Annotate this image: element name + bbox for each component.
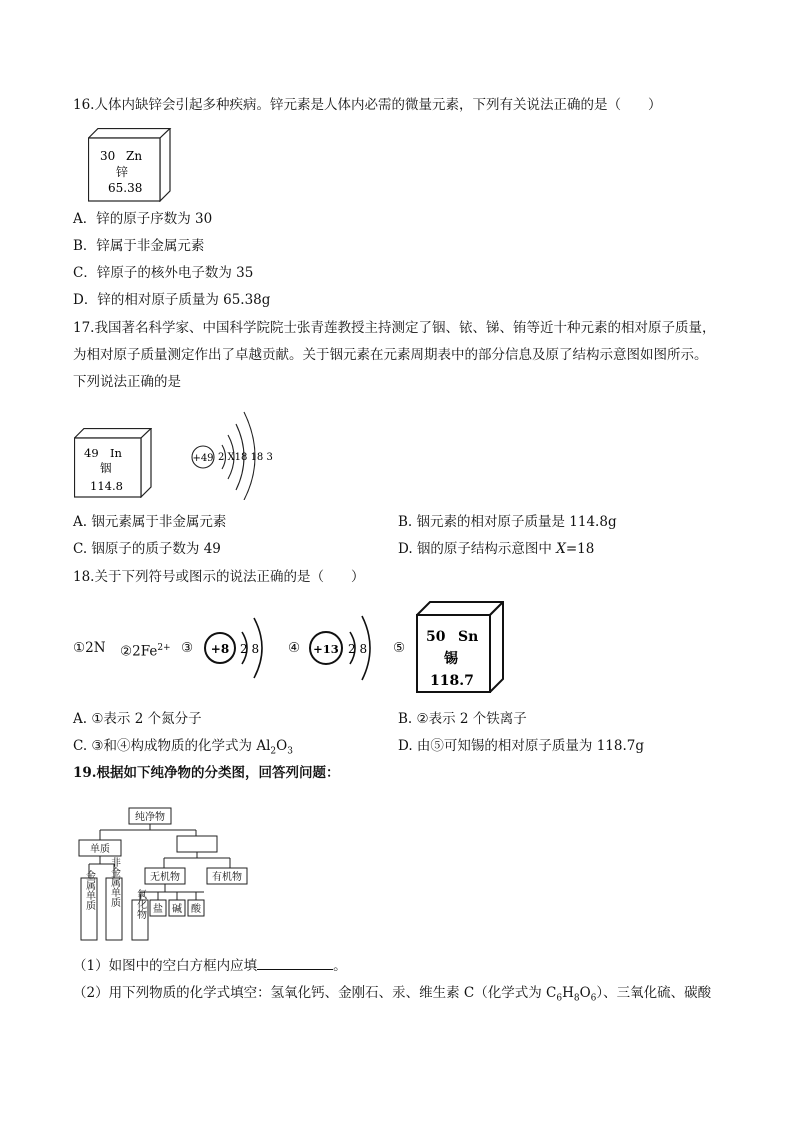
indium-element-tile bbox=[74, 428, 152, 498]
q19-sub1-end: 。 bbox=[333, 958, 347, 974]
q18-option-c-subscript-2: 3 bbox=[287, 746, 293, 757]
oxygen-shell-numbers: 2 8 bbox=[240, 642, 260, 656]
q19-sub1-text: （1）如图中的空白方框内应填 bbox=[73, 958, 258, 974]
zinc-symbol: Zn bbox=[126, 149, 143, 163]
tree-acid: 酸 bbox=[191, 904, 201, 915]
q17-option-a: A. 铟元素属于非金属元素 bbox=[73, 514, 227, 530]
indium-atom-structure bbox=[186, 404, 278, 500]
tree-base: 碱 bbox=[172, 904, 182, 915]
tin-number: 50 bbox=[426, 629, 446, 645]
q19-sub2-subscript-c: 6 bbox=[556, 993, 563, 1004]
q18-option-a: A. ①表示 2 个氮分子 bbox=[73, 711, 202, 727]
zinc-name: 锌 bbox=[116, 165, 129, 179]
tree-organic: 有机物 bbox=[212, 872, 242, 883]
zinc-number: 30 bbox=[100, 149, 116, 163]
tree-inorganic: 无机物 bbox=[150, 872, 180, 883]
indium-shell-numbers: 2 X18 18 3 bbox=[218, 452, 273, 463]
q17-stem-line-3: 下列说法正确的是 bbox=[73, 374, 181, 390]
q17-option-d bbox=[398, 540, 594, 558]
tree-nonmetal: 非金属单质 bbox=[108, 857, 120, 907]
q18-symbol-2-base: ②2Fe bbox=[120, 643, 158, 660]
q17-option-d-value: =18 bbox=[565, 541, 595, 557]
q19-sub2-subscript-h: 8 bbox=[573, 993, 580, 1004]
q19-sub1-answer-blank[interactable] bbox=[257, 956, 333, 970]
indium-name: 铟 bbox=[100, 461, 112, 475]
q18-option-b: B. ②表示 2 个铁离子 bbox=[398, 711, 527, 727]
q18-symbol-2-charge: 2+ bbox=[157, 643, 171, 653]
q16-option-b: B．锌属于非金属元素 bbox=[73, 238, 205, 254]
tin-symbol: Sn bbox=[458, 629, 479, 645]
q17-stem-line-1: 17.我国著名科学家、中国科学院院士张青莲教授主持测定了铟、铱、锑、铕等近十种元素的相对原子质量， bbox=[73, 320, 716, 336]
tree-root: 纯净物 bbox=[135, 812, 165, 823]
q17-option-d-variable: X bbox=[556, 541, 566, 557]
q16-option-c: C．锌原子的核外电子数为 35 bbox=[73, 265, 254, 281]
q18-option-d: D. 由⑤可知锡的相对原子质量为 118.7g bbox=[398, 738, 645, 754]
q17-option-d-text: D. 铟的原子结构示意图中 bbox=[398, 541, 557, 557]
tin-mass: 118.7 bbox=[430, 673, 474, 689]
oxygen-nucleus: +8 bbox=[210, 642, 230, 656]
q19-sub2-text: （2）用下列物质的化学式填空：氢氧化钙、金刚石、汞、维生素 C（化学式为 C bbox=[73, 985, 557, 1001]
tin-element-tile bbox=[416, 601, 504, 693]
indium-mass: 114.8 bbox=[90, 479, 123, 493]
pure-substance-classification-tree bbox=[74, 800, 254, 946]
indium-number: 49 bbox=[84, 446, 99, 460]
indium-nucleus: +49 bbox=[192, 453, 214, 464]
aluminium-shell-numbers: 2 8 bbox=[348, 642, 368, 656]
q18-stem: 18.关于下列符号或图示的说法正确的是（ ） bbox=[73, 569, 365, 585]
q16-option-d: D．锌的相对原子质量为 65.38g bbox=[73, 292, 271, 308]
q19-sub-question-1 bbox=[73, 956, 347, 975]
q19-sub2-subscript-o: 6 bbox=[590, 993, 597, 1004]
aluminium-ion-structure bbox=[306, 606, 382, 688]
q19-sub-question-2 bbox=[73, 984, 711, 1008]
q18-option-c-text: C. ③和④构成物质的化学式为 Al bbox=[73, 738, 271, 754]
q18-symbol-2 bbox=[120, 639, 171, 661]
q19-stem: 19.根据如下纯净物的分类图，回答列问题： bbox=[73, 765, 340, 781]
q16-stem: 16.人体内缺锌会引起多种疾病。锌元素是人体内必需的微量元素，下列有关说法正确的是（ ） bbox=[73, 97, 662, 113]
tree-elemental: 单质 bbox=[90, 844, 110, 855]
tree-salt: 盐 bbox=[153, 904, 163, 915]
q18-symbol-1: ①2N bbox=[73, 640, 106, 656]
q18-symbol-4: ④ bbox=[288, 640, 301, 656]
q17-stem-line-2: 为相对原子质量测定作出了卓越贡献。关于铟元素在元素周期表中的部分信息及原了结构示意图如图所示。 bbox=[73, 347, 708, 363]
q18-option-c bbox=[73, 737, 293, 761]
q18-option-c-subscript-1: 2 bbox=[270, 746, 277, 757]
q17-option-c: C. 铟原子的质子数为 49 bbox=[73, 541, 221, 557]
aluminium-nucleus: +13 bbox=[313, 642, 339, 656]
zinc-element-tile bbox=[88, 128, 172, 202]
q18-symbol-5: ⑤ bbox=[393, 640, 406, 656]
indium-symbol: In bbox=[110, 446, 122, 460]
zinc-mass: 65.38 bbox=[108, 181, 143, 195]
q16-option-a: A．锌的原子序数为 30 bbox=[73, 211, 213, 227]
tree-metal: 金属单质 bbox=[83, 870, 95, 910]
q18-symbol-3: ③ bbox=[181, 640, 194, 656]
q17-option-b: B. 铟元素的相对原子质量是 114.8g bbox=[398, 514, 617, 530]
tin-name: 锡 bbox=[444, 651, 458, 667]
oxygen-atom-structure bbox=[200, 608, 272, 688]
tree-oxide: 氧化物 bbox=[134, 889, 146, 919]
q18-option-c-oxygen: O bbox=[276, 738, 288, 754]
q19-sub2-hydrogen: H bbox=[562, 985, 574, 1001]
q19-sub2-oxygen: O bbox=[579, 985, 591, 1001]
q19-sub2-end: ）、三氧化硫、碳酸 bbox=[596, 985, 712, 1001]
